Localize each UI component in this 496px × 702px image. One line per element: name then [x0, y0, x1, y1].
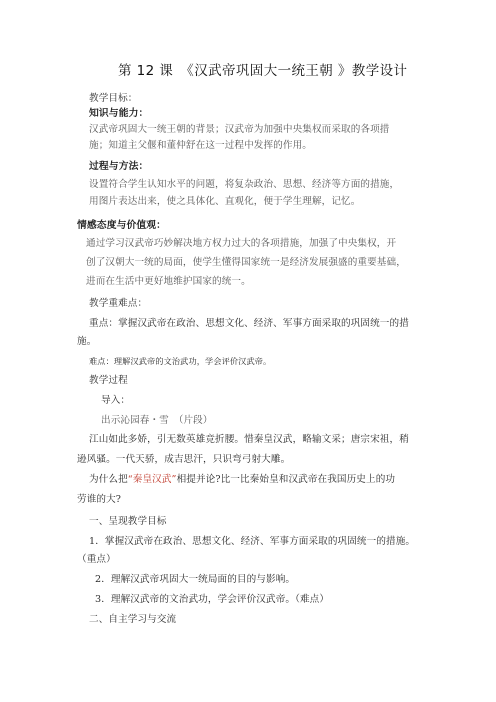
section-2-heading: 二、自主学习与交流	[89, 614, 177, 625]
key-points-label: 教学重难点：	[89, 298, 148, 309]
question-before: 为什么把	[89, 474, 128, 485]
process-line-1: 设置符合学生认知水平的问题，将复杂政治、思想、经济等方面的措施，	[89, 179, 400, 190]
item-1-line-2: （重点）	[77, 554, 116, 565]
question-line-2: 劳谁的大?	[77, 494, 122, 505]
section-1-heading: 一、呈现教学目标	[89, 516, 167, 527]
emotion-heading: 情感态度与价值观：	[77, 220, 167, 231]
knowledge-line-1: 汉武帝巩固大一统王朝的背景；汉武帝为加强中央集权而采取的各项措	[89, 124, 390, 135]
poem-line-1: 江山如此多娇，引无数英雄竞折腰。惜秦皇汉武，略输文采；唐宗宋祖，稍	[89, 434, 409, 445]
key-point-line-1: 重点：掌握汉武帝在政治、思想文化、经济、军事方面采取的巩固统一的措	[89, 318, 409, 329]
knowledge-heading: 知识与能力：	[89, 108, 149, 119]
question-line-1	[89, 473, 395, 486]
item-1-line-1: 1．掌握汉武帝在政治、思想文化、经济、军事方面采取的巩固统一的措施。	[89, 536, 416, 547]
difficulty-line: 难点：理解汉武帝的文治武功，学会评价汉武帝。	[89, 356, 272, 366]
emotion-line-3: 进而在生活中更好地维护国家的统一。	[86, 276, 251, 287]
poem-line-2: 逊风骚。一代天骄，成吉思汗，只识弯弓射大雕。	[77, 454, 291, 465]
goals-label: 教学目标：	[89, 93, 138, 104]
key-point-line-2: 施。	[77, 336, 97, 347]
knowledge-line-2: 施；知道主父偃和董仲舒在这一过程中发挥的作用。	[89, 140, 312, 151]
emotion-line-2: 创了汉朝大一统的局面，使学生懂得国家统一是经济发展强盛的重要基础，	[86, 257, 406, 268]
intro-label: 导入：	[101, 395, 131, 406]
item-3: 3．理解汉武帝的文治武功，学会评价汉武帝。（难点）	[95, 594, 330, 605]
question-after: 相提并论?比一比秦始皇和汉武帝在我国历史上的功	[176, 474, 396, 485]
page-title: 第 12 课 《汉武帝巩固大一统王朝 》教学设计	[118, 63, 408, 79]
question-highlight: “秦皇汉武”	[127, 474, 177, 485]
process-line-2: 用图片表达出来，使之具体化、直观化，便于学生理解，记忆。	[89, 196, 361, 207]
poem-source: 出示沁园春・雪 （片段）	[101, 415, 213, 426]
item-2: 2．理解汉武帝巩固大一统局面的目的与影响。	[95, 574, 296, 585]
process-heading: 过程与方法：	[89, 161, 149, 172]
process-label: 教学过程	[89, 375, 128, 386]
emotion-line-1: 通过学习汉武帝巧妙解决地方权力过大的各项措施，加强了中央集权，开	[86, 238, 397, 249]
